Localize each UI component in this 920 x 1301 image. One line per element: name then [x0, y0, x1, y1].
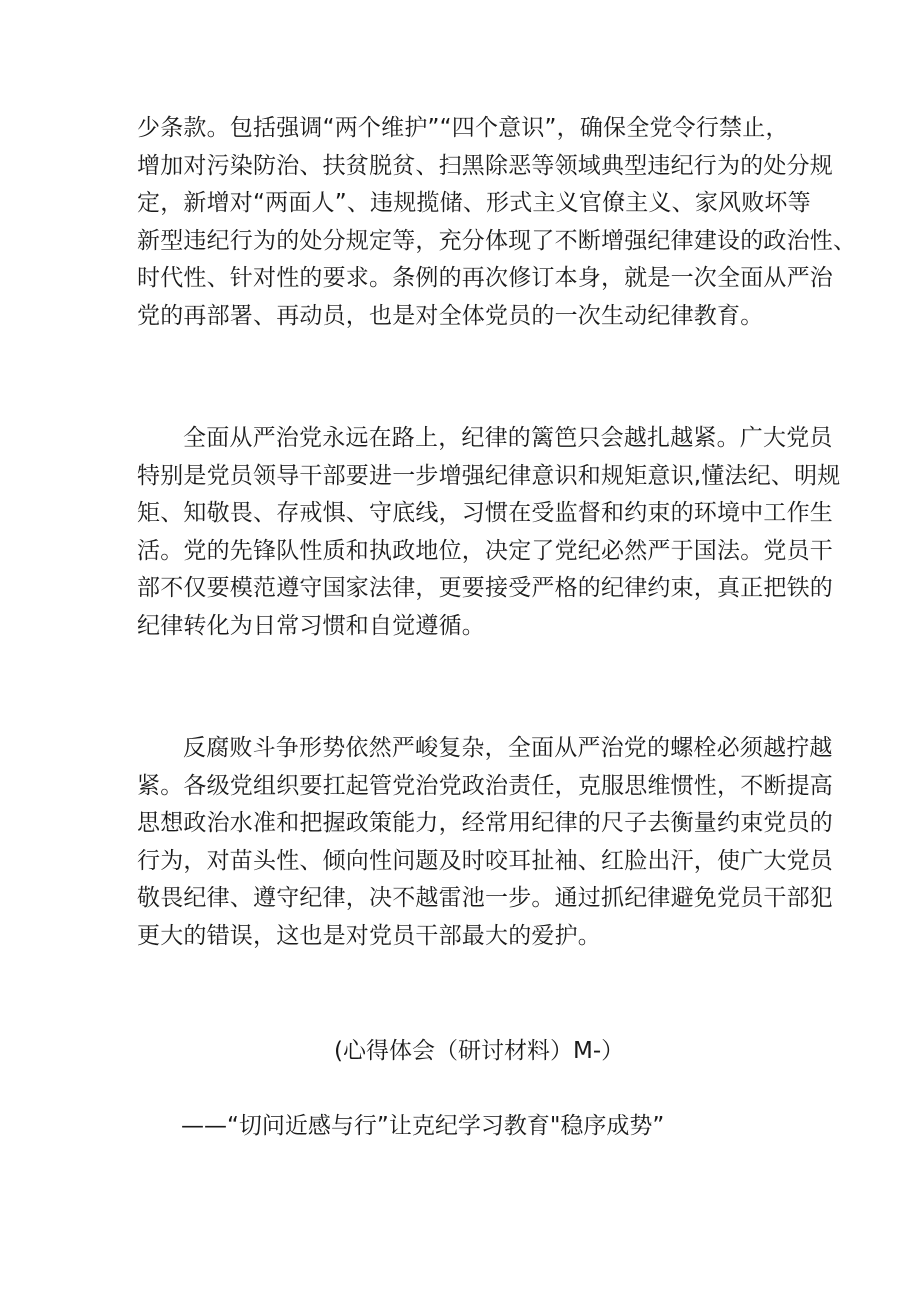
paragraph-line: 增加对污染防治、扶贫脱贫、扫黑除恶等领域典型违纪行为的处分规: [137, 152, 833, 179]
paragraph-3: [137, 730, 833, 955]
section-title: (心得体会（研讨材料）M-）: [334, 1038, 625, 1064]
paragraph-line: 反腐败斗争形势依然严峻复杂，全面从严治党的螺栓必须越拧越: [183, 735, 833, 761]
paragraph-line: 行为，对苗头性、倾向性问题及时咬耳扯袖、红脸出汗，使广大党员: [137, 847, 833, 874]
paragraph-line: 时代性、针对性的要求。条例的再次修订本身，就是一次全面从严治: [137, 265, 833, 291]
paragraph-1: [137, 110, 857, 335]
paragraph-2: [137, 420, 841, 645]
paragraph-line: 活。党的先锋队性质和执政地位，决定了党纪必然严于国法。党员干: [137, 537, 833, 564]
subtitle: ——“切问近感与行”让克纪学习教育"稳序成势”: [181, 1113, 665, 1139]
paragraph-line: 紧。各级党组织要扛起管党治党政治责任，克服思维惯性，不断提高: [137, 772, 833, 799]
paragraph-line: 党的再部署、再动员，也是对全体党员的一次生动纪律教育。: [137, 302, 764, 329]
paragraph-line: 特别是党员领导干部要进一步增强纪律意识和规矩意识,懂法纪、明规: [137, 462, 841, 489]
paragraph-line: 部不仅要模范遵守国家法律，更要接受严格的纪律约束，真正把铁的: [137, 575, 833, 601]
paragraph-line: 纪律转化为日常习惯和自觉遵循。: [137, 612, 485, 639]
paragraph-line: 思想政治水准和把握政策能力，经常用纪律的尺子去衡量约束党员的: [137, 810, 833, 836]
paragraph-line: 定，新增对“两面人”、违规揽储、形式主义官僚主义、家风败坏等: [137, 190, 811, 216]
paragraph-line: 少条款。包括强调“两个维护”“四个意识”，确保全党令行禁止，: [137, 115, 789, 141]
paragraph-line: 矩、知敬畏、存戒惧、守底线，习惯在受监督和约束的环境中工作生: [137, 500, 833, 526]
paragraph-line: 全面从严治党永远在路上，纪律的篱笆只会越扎越紧。广大党员: [183, 425, 833, 451]
paragraph-line: 敬畏纪律、遵守纪律，决不越雷池一步。通过抓纪律避免党员干部犯: [137, 885, 833, 911]
paragraph-line: 更大的错误，这也是对党员干部最大的爱护。: [137, 922, 601, 949]
paragraph-line: 新型违纪行为的处分规定等，充分体现了不断增强纪律建设的政治性、: [137, 227, 857, 254]
